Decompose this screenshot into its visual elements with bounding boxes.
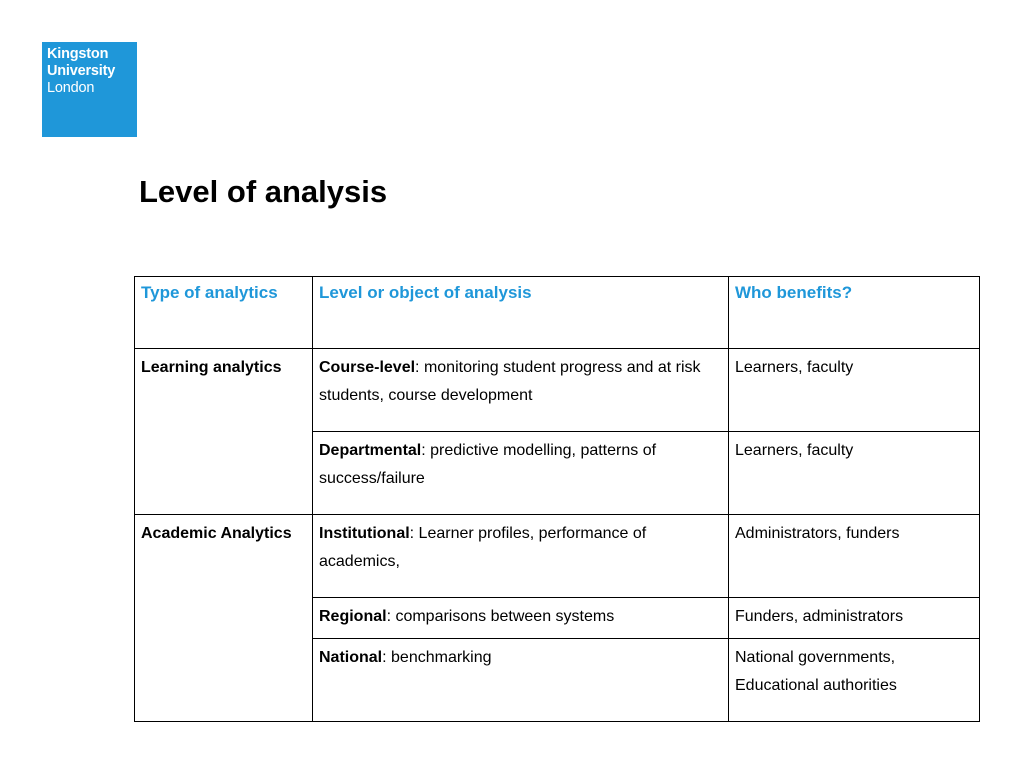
level-name: Departmental [319,442,422,459]
benefits-cell: Learners, faculty [729,432,980,515]
level-cell [313,432,729,515]
level-description: : monitoring student progress and at risk students, course development [319,359,701,404]
table-row [135,515,980,598]
level-description: : comparisons between systems [386,608,615,625]
analysis-table [134,276,980,722]
benefits-cell: Funders, administrators [729,598,980,639]
benefits-cell: National governments, Educational authorities [729,639,980,722]
header-type-of-analytics: Type of analytics [135,277,313,349]
level-cell [313,349,729,432]
type-cell-academic-analytics: Academic Analytics [135,515,313,722]
header-who-benefits: Who benefits? [729,277,980,349]
logo-line-london: London [47,80,95,96]
level-description: : Learner profiles, performance of academics, [319,525,647,570]
logo-line-kingston: Kingston [47,46,109,62]
kingston-university-logo [42,42,137,137]
level-description: : predictive modelling, patterns of success/failure [319,442,657,487]
level-name: Regional [319,608,387,625]
logo-line-university: University [47,63,116,79]
benefits-cell: Learners, faculty [729,349,980,432]
table-row [135,349,980,432]
header-level-of-analysis: Level or object of analysis [313,277,729,349]
table-header-row [135,277,980,349]
level-name: National [319,649,383,666]
level-cell [313,598,729,639]
slide-title: Level of analysis [139,174,388,209]
level-cell [313,639,729,722]
level-cell [313,515,729,598]
benefits-cell: Administrators, funders [729,515,980,598]
level-name: Course-level [319,359,416,376]
level-name: Institutional [319,525,410,542]
level-description: : benchmarking [382,649,492,666]
type-cell-learning-analytics: Learning analytics [135,349,313,515]
